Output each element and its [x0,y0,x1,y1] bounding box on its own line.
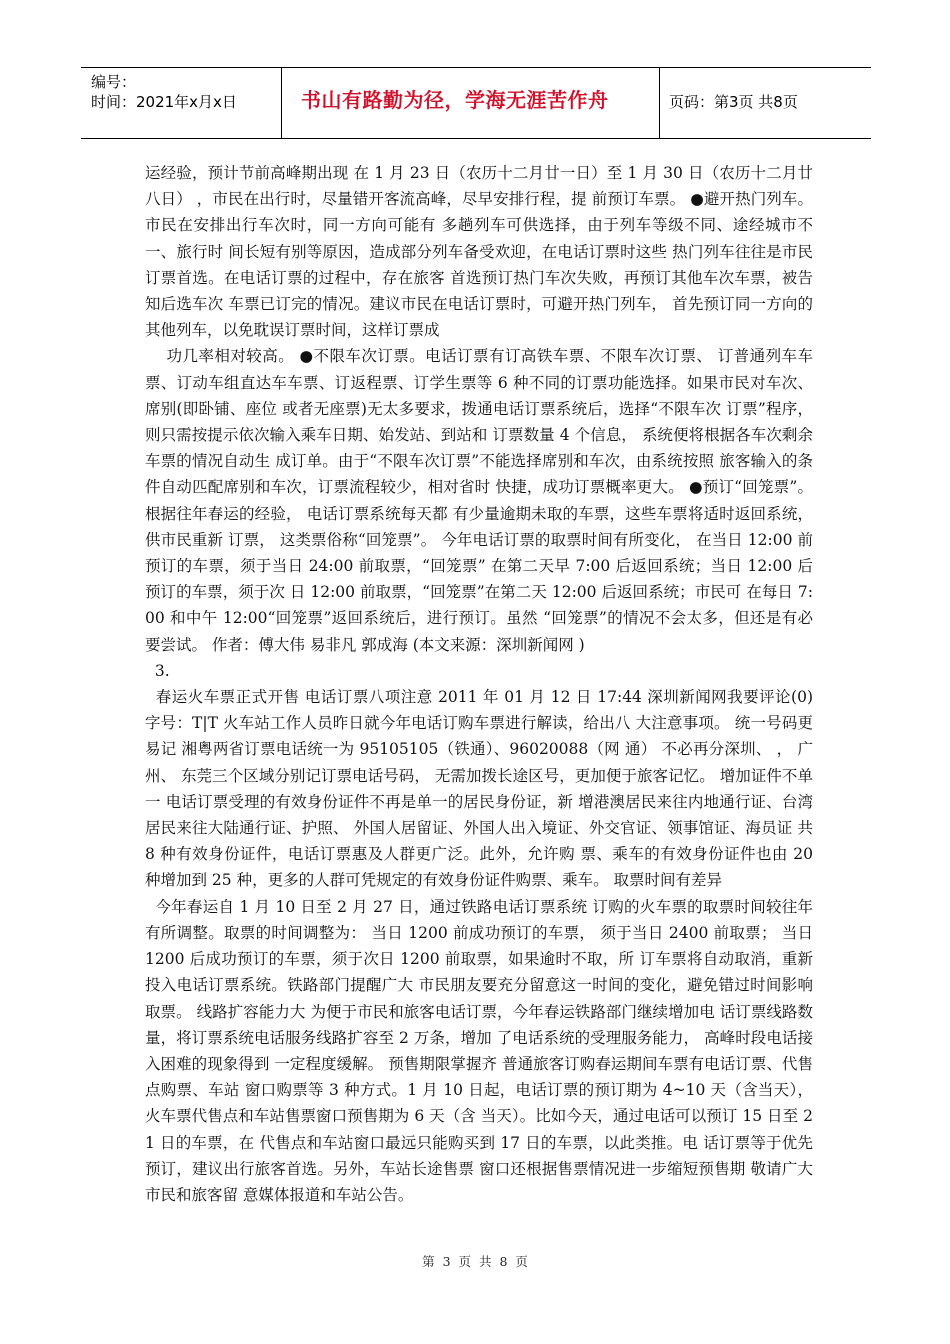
header-divider [659,68,660,138]
header-motto: 书山有路勤为径，学海无涯苦作舟 [301,88,609,112]
header-divider [281,68,282,138]
paragraph: 功几率相对较高。 ●不限车次订票。电话订票有订高铁车票、不限车次订票、 订普通列车车票、订动车组直达车车票、订返程票、订学生票等 6 种不同的订票功能选择。如果市民对车次、席别(即卧铺、座位 或者无座票)无太多要求，拨通电话订票系统后，选择“不限车次 订票”程序，则只需按提示依次输入乘车日期、始发站、到站和 订票数量 4 个信息， 系统便将根据各车次剩余车票的情况自动生 成订单。由于“不限车次订票”不能选择席别和车次，由系统按照 旅客输入的条件自动匹配席别和车次，订票流程较少，相对省时 快捷，成功订票概率更大。 ●预订“回笼票”。 根据往年春运的经验， 电话订票系统每天都 有少量逾期未取的车票，这些车票将适时返回系统，供市民重新 订票， 这类票俗称“回笼票”。 今年电话订票的取票时间有所变化， 在当日 12:00 前预订的车票，须于当日 24:00 前取票，“回笼票” 在第二天早 7:00 后返回系统；当日 12:00 后预订的车票，须于次 日 12:00 前取票，“回笼票”在第二天 12:00 后返回系统；市民可 在每日 7:00 和中午 12:00“回笼票”返回系统后，进行预订。虽然 “回笼票”的情况不会太多，但还是有必要尝试。 作者：傅大伟 易非凡 郭成海 (本文来源：深圳新闻网 ) [145,347,818,654]
paragraph: 今年春运自 1 月 10 日至 2 月 27 日，通过铁路电话订票系统 订购的火车票的取票时间较往年有所调整。取票的时间调整为： 当日 1200 前成功预订的车票， 须于当日 2400 前取票； 当日 1200 后成功预订的车票，须于次日 1200 前取票，如果逾时不取，所 订车票将自动取消，重新投入电话订票系统。铁路部门提醒广大 市民朋友要充分留意这一时间的变化，避免错过时间影响取票。 线路扩容能力大 为便于市民和旅客电话订票，今年春运铁路部门继续增加电 话订票线路数量，将订票系统电话服务线路扩容至 2 万条，增加 了电话系统的受理服务能力， 高峰时段电话接入困难的现象得到 一定程度缓解。 预售期限掌握齐 普通旅客订购春运期间车票有电话订票、代售点购票、车站 窗口购票等 3 种方式。1 月 10 日起，电话订票的预订期为 4~10 天（含当天），火车票代售点和车站售票窗口预售期为 6 天（含 当天）。比如今天，通过电话可以预订 15 日至 21 日的车票，在 代售点和车站窗口最远只能购买到 17 日的车票，以此类推。电 话订票等于优先预订，建议出行旅客首选。另外，车站长途售票 窗口还根据售票情况进一步缩短预售期 敬请广大市民和旅客留 意媒体报道和车站公告。 [145,897,818,1204]
section-number: 3. [145,661,170,680]
page-header [81,67,871,139]
document-code: 编号： [91,73,137,91]
document-time: 时间：2021年x月x日 [91,93,237,111]
page-footer: 第 3 页 共 8 页 [422,1254,528,1269]
paragraph: 春运火车票正式开售 电话订票八项注意 2011 年 01 月 12 日 17:44 深圳新闻网我要评论(0) 字号：T|T 火车站工作人员昨日就今年电话订购车票进行解读，给出八 大注意事项。 统一号码更易记 湘粤两省订票电话统一为 95105105（铁通）、96020088（网 通） 不必再分深圳、 ， 广州、 东莞三个区域分别记订票电话号码， 无需加拨长途区号，更加便于旅客记忆。 增加证件不单一 电话订票受理的有效身份证件不再是单一的居民身份证，新 增港澳居民来往内地通行证、台湾居民来往大陆通行证、护照、 外国人居留证、外国人出入境证、外交官证、领事馆证、海员证 共 8 种有效身份证件，电话订票惠及人群更广泛。此外，允许购 票、乘车的有效身份证件也由 20 种增加到 25 种，更多的人群可凭规定的有效身份证件购票、乘车。 取票时间有差异 [145,688,818,890]
paragraph: 运经验，预计节前高峰期出现 在 1 月 23 日（农历十二月廿一日）至 1 月 30 日（农历十二月廿 八日） ，市民在出行时，尽量错开客流高峰，尽早安排行程，提 前预订车票。 ●避开热门列车。市民在安排出行车次时，同一方向可能有 多趟列车可供选择，由于列车等级不同、途经城市不一、旅行时 间长短有别等原因，造成部分列车备受欢迎，在电话订票时这些 热门列车往往是市民订票首选。在电话订票的过程中，存在旅客 首选预订热门车次失败，再预订其他车次车票，被告知后选车次 车票已订完的情况。建议市民在电话订票时，可避开热门列车， 首先预订同一方向的其他列车，以免耽误订票时间，这样订票成 [145,164,818,340]
document-body [145,160,818,1208]
header-page-info: 页码：第3页 共8页 [669,93,798,111]
